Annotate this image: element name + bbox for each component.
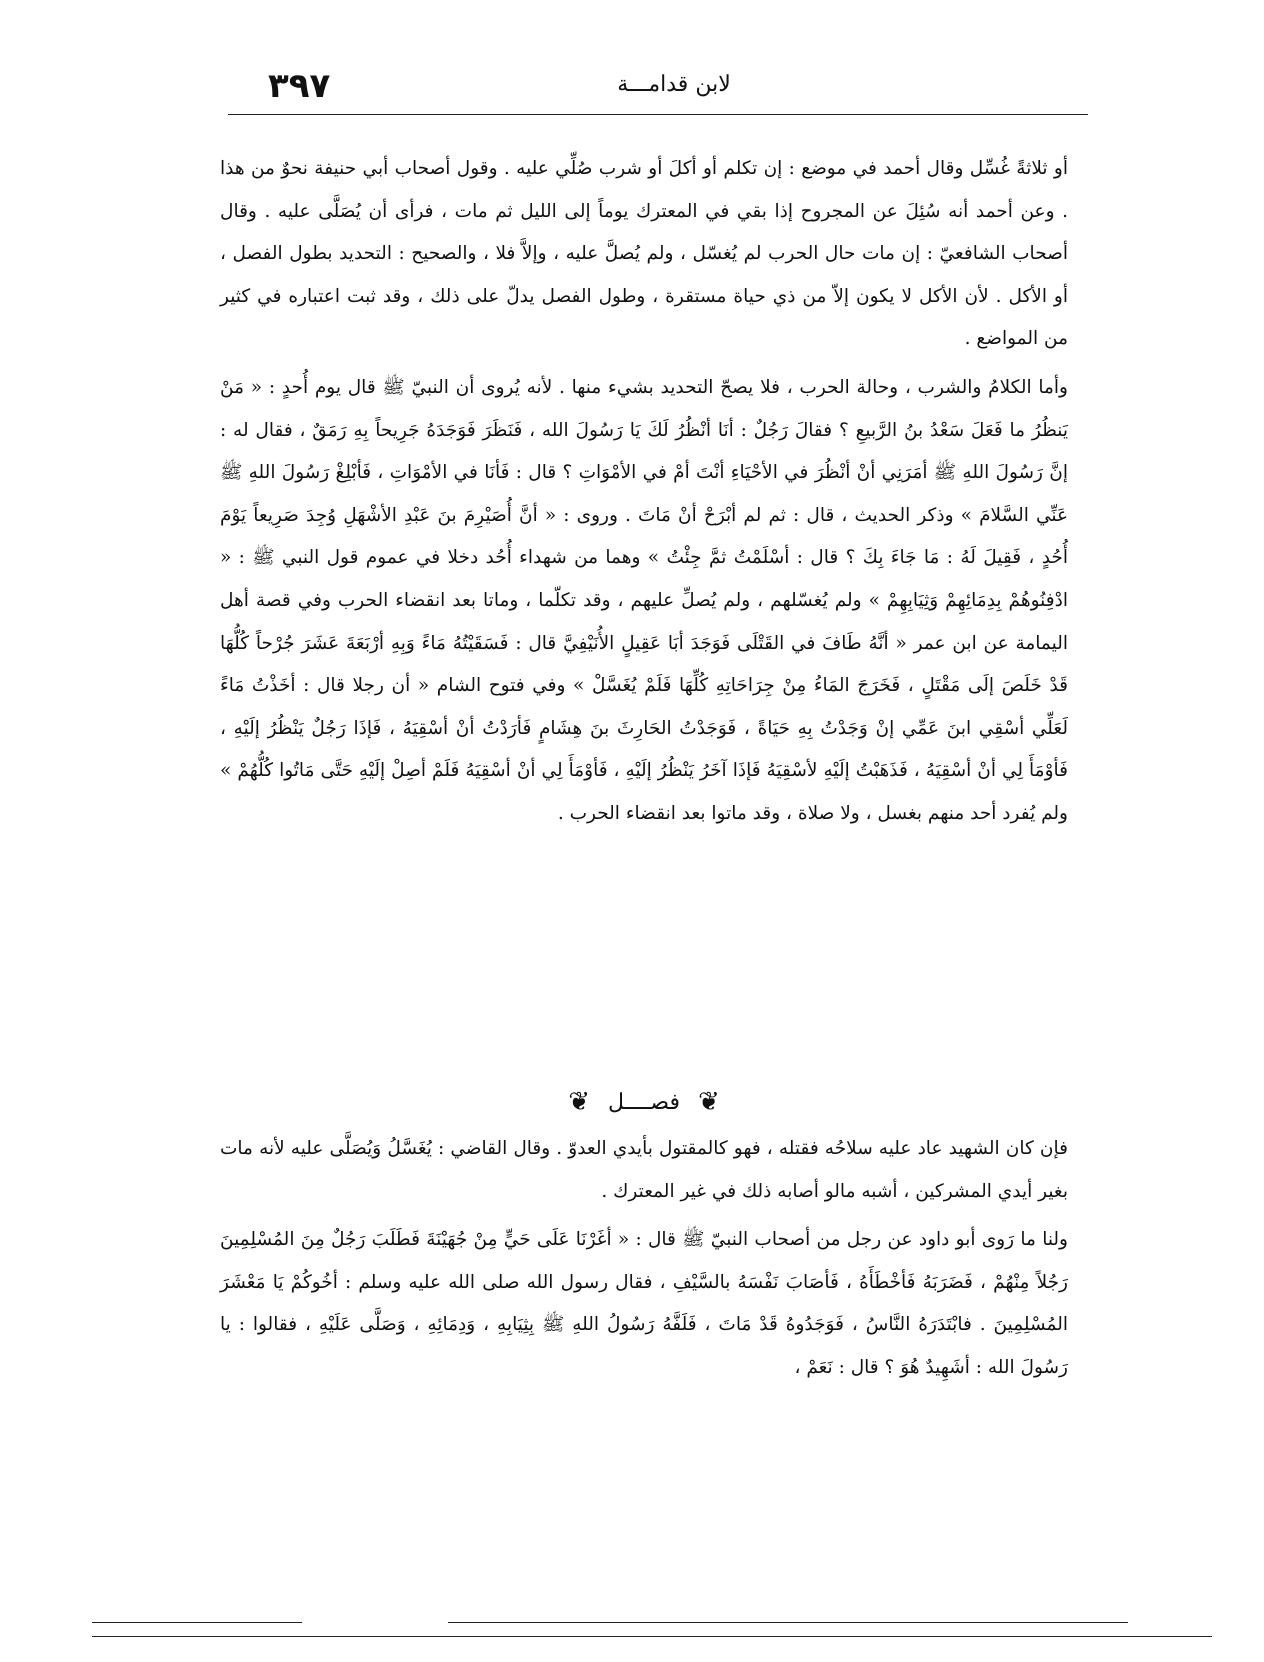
paragraph-2: وأما الكلامُ والشرب ، وحالة الحرب ، فلا يصحّ التحديد بشيء منها . لأنه يُروى أن النبيّ ﷺ قال يوم أُحدٍ : « مَنْ يَنظُرُ ما فَعَلَ سَعْدُ بنُ الرَّبيعِ ؟ فقالَ رَجُلٌ : أنَا أنْظُرُ لَكَ يَا رَسُولَ الله ، فَنَظَرَ فَوَجَدَهُ جَرِيحاً بِهِ رَمَقٌ ، فقال له : إنَّ رَسُولَ اللهِ ﷺ أمَرَنِي أنْ أنْظُرَ في الأحْيَاءِ أنْتَ أمْ في الأمْوَاتِ ؟ قال : فَأنَا في الأمْوَاتِ ، فَأبْلِغْ رَسُولَ اللهِ ﷺ عَنِّي السَّلامَ » وذكر الحديث ، قال : ثم لم أبْرَحْ أنْ مَاتَ . وروى : « أنَّ أُصَيْرِمَ بنَ عَبْدِ الأشْهَلِ وُجِدَ صَرِيعاً يَوْمَ أُحُدٍ ، فَقِيلَ لَهُ : مَا جَاءَ بِكَ ؟ قال : أسْلَمْتُ ثمَّ جِئْتُ » وهما من شهداء أُحُد دخلا في عموم قول النبي ﷺ : « ادْفِنُوهُمْ بِدِمَائِهِمْ وَثِيَابِهِمْ » ولم يُغسّلهم ، ولم يُصلِّ عليهم ، وقد تكلّما ، وماتا بعد انقضاء الحرب وفي قصة أهل اليمامة عن ابن عمر « أنَّهُ طَافَ في القَتْلَى فَوَجَدَ أبَا عَقِيلٍ الأُنَيْفِيَّ قال : فَسَقَيْتُهُ مَاءً وَبِهِ أرْبَعَةَ عَشَرَ جُرْحاً كُلُّهَا قَدْ خَلَصَ إلَى مَقْتَلٍ ، فَخَرَجَ المَاءُ مِنْ جِرَاحَاتِهِ كُلِّهَا فَلَمْ يُغَسَّلْ » وفي فتوح الشام « أن رجلا قال : أخَذْتُ مَاءً لَعَلِّي أسْقِي ابنَ عَمِّي إنْ وَجَدْتُ بِهِ حَيَاةً ، فَوَجَدْتُ الحَارِثَ بنَ هِشَامٍ فَأرَدْتُ أنْ أسْقِيَهُ ، فَإذَا رَجُلٌ يَنْظُرُ إلَيْهِ ، فَأوْمَأَ لِي أنْ أسْقِيَهُ ، فَذَهَبْتُ إلَيْهِ لأسْقِيَهُ فَإذَا آخَرُ يَنْظُرُ إلَيْهِ ، فَأوْمَأَ لِي أنْ أسْقِيَهُ فَلَمْ أصِلْ إلَيْهِ حَتَّى مَاتُوا كُلُّهُمْ » ولم يُفرد أحد منهم بغسل ، ولا صلاة ، وقد ماتوا بعد انقضاء الحرب .	[220, 376, 1068, 824]
footer-rule	[448, 1622, 1128, 1623]
header-rule	[228, 114, 1088, 115]
footer-rule	[92, 1622, 302, 1623]
flourish-icon: ❦	[568, 1087, 590, 1117]
main-text	[220, 148, 1068, 836]
running-title: لابن قدامـــة	[617, 72, 731, 97]
paragraph-1: أو ثلاثةً غُسِّل وقال أحمد في موضع : إن تكلم أو أكلَ أو شرب صُلِّي عليه . وقول أصحاب أبي حنيفة نحوٌ من هذا . وعن أحمد أنه سُئِلَ عن المجروح إذا بقي في المعترك يوماً إلى الليل ثم مات ، فرأى أن يُصَلَّى عليه . وقال أصحاب الشافعيّ : إن مات حال الحرب لم يُغسّل ، ولم يُصلَّ عليه ، وإلاَّ فلا ، والصحيح : التحديد بطول الفصل ، أو الأكل . لأن الأكل لا يكون إلاّ من ذي حياة مستقرة ، وطول الفصل يدلّ على ذلك ، وقد ثبت اعتباره في كثير من المواضع .	[220, 158, 1068, 350]
footer-rule	[92, 1636, 1212, 1637]
section-paragraph-1: فإن كان الشهيد عاد عليه سلاحُه فقتله ، فهو كالمقتول بأيدي العدوّ . وقال القاضي : يُغَسَّلُ وَيُصَلَّى عليه لأنه مات بغير أيدي المشركين ، أشبه مالو أصابه ذلك في غير المعترك .	[220, 1138, 1068, 1202]
page-number: ٣٩٧	[268, 66, 331, 106]
section-text	[220, 1128, 1068, 1390]
section-paragraph-2: ولنا ما رَوى أبو داود عن رجل من أصحاب النبيّ ﷺ قال : « أغَرْنَا عَلَى حَيٍّ مِنْ جُهَيْنَةَ فَطَلَبَ رَجُلٌ مِنَ المُسْلِمِينَ رَجُلاً مِنْهُمْ ، فَضَرَبَهُ فَأخْطَأَهُ ، فَأصَابَ نَفْسَهُ بالسَّيْفِ ، فقال رسول الله صلى الله عليه وسلم : أخُوكُمْ يَا مَعْشَرَ المُسْلِمِينَ . فابْتَدَرَهُ النَّاسُ ، فَوَجَدُوهُ قَدْ مَاتَ ، فَلَفَّهُ رَسُولُ اللهِ ﷺ بِثِيَابِهِ ، وَدِمَائِهِ ، وَصَلَّى عَلَيْهِ ، فقالوا : يا رَسُولَ الله : أشَهِيدٌ هُوَ ؟ قال : نَعَمْ ،	[220, 1229, 1068, 1378]
section-heading	[220, 1082, 1068, 1122]
page-header	[268, 66, 1080, 110]
flourish-icon: ❦	[698, 1087, 720, 1117]
section-heading-text: فصــــل	[607, 1089, 681, 1115]
